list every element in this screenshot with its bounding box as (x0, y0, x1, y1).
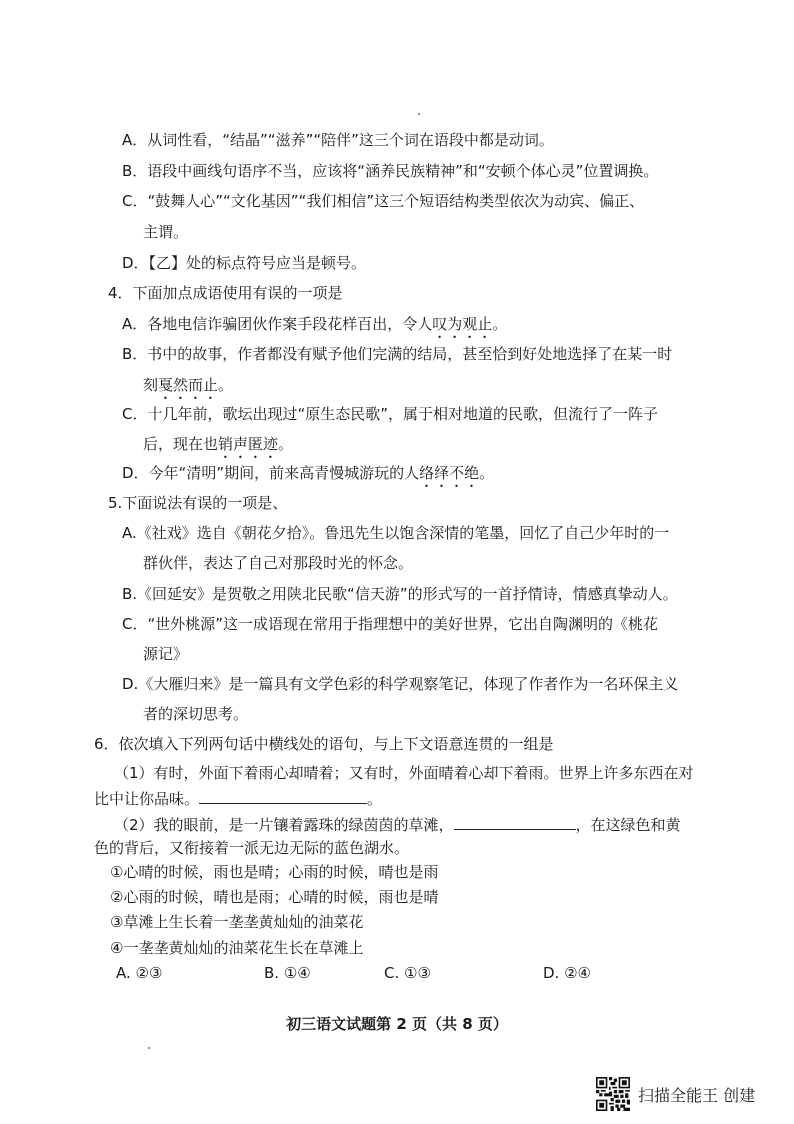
q4-option-c-line2 (143, 434, 293, 462)
q6-choice-a: A. ②③ (116, 964, 163, 982)
q4-c-end: 。 (278, 435, 294, 453)
scan-speck (148, 1047, 150, 1049)
q5-option-a-line2: 群伙伴，表达了自己对那段时光的怀念。 (143, 554, 414, 572)
q4-b-text: 刻 (143, 376, 159, 394)
q4-option-b-line2 (143, 375, 233, 403)
q4-d-text: D．今年“清明”期间，前来高青慢城游玩的人 (122, 464, 420, 482)
scanner-label: 扫描全能王 创建 (638, 1085, 756, 1105)
page-footer: 初三语文试题第 2 页（共 8 页） (286, 1015, 508, 1033)
q4-a-idiom: 叹为观止 (432, 315, 493, 333)
q6-option-4: ④一垄垄黄灿灿的油菜花生长在草滩上 (110, 939, 364, 957)
q3-option-c-line2: 主谓。 (143, 223, 189, 241)
q4-option-b-line1: B．书中的故事，作者都没有赋予他们完满的结局，甚至恰到好处地选择了在某一时 (122, 345, 673, 363)
q5-option-c-line1: C．“世外桃源”这一成语现在常用于指理想中的美好世界，它出自陶渊明的《桃花 (122, 615, 659, 633)
q6-sentence1-line1: （1）有时，外面下着雨心却晴着；又有时，外面晴着心却下着雨。世界上许多东西在对 (114, 764, 694, 782)
answer-blank-1[interactable] (199, 789, 367, 804)
q4-a-end: 。 (492, 315, 508, 333)
q6-stem: 6．依次填入下列两句话中横线处的语句，与上下文语意连贯的一组是 (94, 735, 554, 753)
q4-d-idiom: 络绎不绝 (419, 464, 480, 482)
q4-stem: 4．下面加点成语使用有误的一项是 (108, 284, 343, 302)
q6-choice-d: D. ②④ (543, 964, 591, 982)
q5-option-b: B.《回延安》是贺敬之用陕北民歌“信天游”的形式写的一首抒情诗，情感真挚动人。 (122, 585, 678, 603)
q6-s1-text: 比中让你品味。 (94, 790, 200, 808)
q4-a-text: A．各地电信诈骗团伙作案手段花样百出，令人 (122, 315, 433, 333)
q5-stem: 5.下面说法有误的一项是、 (108, 494, 288, 512)
q3-option-d: D．【乙】处的标点符号应当是顿号。 (122, 254, 367, 272)
answer-blank-2[interactable] (454, 815, 576, 830)
q3-option-c-line1: C．“鼓舞人心”“文化基因”“我们相信”这三个短语结构类型依次为动宾、偏正、 (122, 192, 645, 210)
q4-option-c-line1: C．十几年前，歌坛出现过“原生态民歌”，属于相对地道的民歌，但流行了一阵子 (122, 405, 659, 423)
q5-option-d-line2: 者的深切思考。 (143, 705, 249, 723)
q6-s1-end: 。 (367, 790, 383, 808)
q6-sentence2-line1 (114, 815, 681, 835)
scanner-watermark (596, 1077, 755, 1111)
q4-option-a (122, 314, 507, 342)
q4-c-text: 后，现在也 (143, 435, 219, 453)
q6-s2-text: （2）我的眼前，是一片镶着露珠的绿茵茵的草滩， (114, 816, 454, 834)
q6-option-1: ①心晴的时候，雨也是晴；心雨的时候，晴也是雨 (110, 863, 439, 881)
scan-speck (418, 113, 420, 115)
q3-option-a: A．从词性看，“结晶”“滋养”“陪伴”这三个词在语段中都是动词。 (122, 131, 554, 149)
q6-choice-b: B. ①④ (264, 964, 311, 982)
q3-option-b: B．语段中画线句语序不当，应该将“涵养民族精神”和“安顿个体心灵”位置调换。 (122, 162, 659, 180)
q6-choice-c: C. ①③ (384, 964, 431, 982)
q5-option-a-line1: A.《社戏》选自《朝花夕拾》。鲁迅先生以饱含深情的笔墨，回忆了自己少年时的一 (122, 524, 670, 542)
qr-code-icon (596, 1077, 630, 1111)
q4-b-idiom: 戛然而止 (158, 376, 219, 394)
q6-option-3: ③草滩上生长着一垄垄黄灿灿的油菜花 (110, 913, 364, 931)
q4-b-end: 。 (218, 376, 234, 394)
q5-option-d-line1: D.《大雁归来》是一篇具有文学色彩的科学观察笔记，体现了作者作为一名环保主义 (122, 675, 679, 693)
q4-c-idiom: 销声匿迹 (218, 435, 279, 453)
q6-sentence1-line2 (94, 789, 382, 809)
q6-sentence2-line2: 色的背后，又衔接着一派无边无际的蓝色湖水。 (94, 839, 410, 857)
q6-option-2: ②心雨的时候，晴也是雨；心晴的时候，雨也是晴 (110, 888, 439, 906)
q4-option-d (122, 463, 494, 491)
q5-option-c-line2: 源记》 (143, 645, 189, 663)
q4-d-end: 。 (479, 464, 495, 482)
q6-s2-tail: ，在这绿色和黄 (575, 816, 681, 834)
